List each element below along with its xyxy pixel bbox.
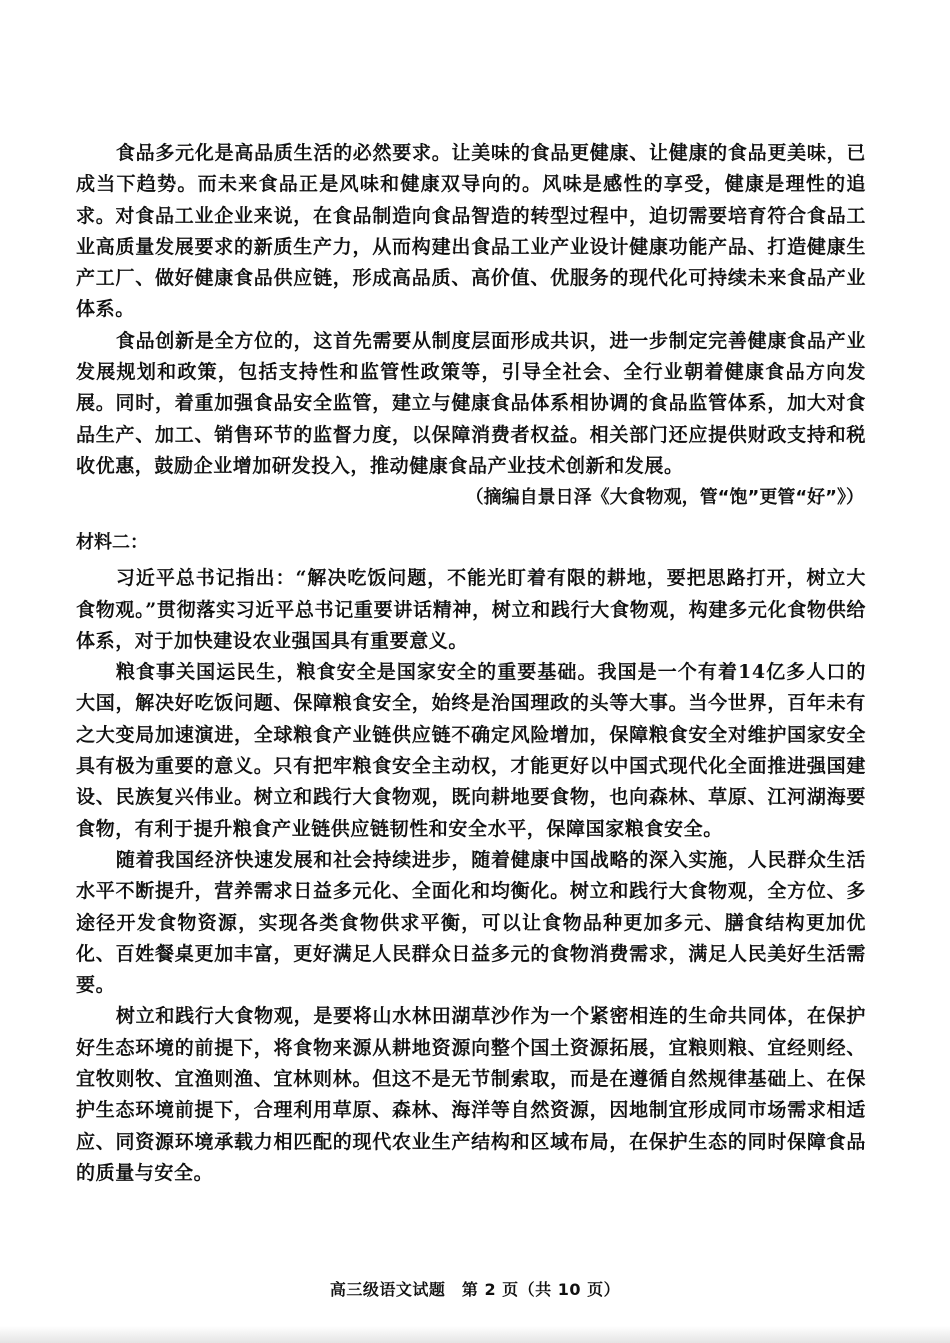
material-two-heading: 材料二：	[76, 532, 148, 554]
paragraph-food-diversification: 食品多元化是高品质生活的必然要求。让美味的食品更健康、让健康的食品更美味，已成当下趋势。而未来食品正是风味和健康双导向的。风味是感性的享受，健康是理性的追求。对食品工业企业来说，在食品制造向食品智造的转型过程中，迫切需要培育符合食品工业高质量发展要求的新质生产力，从而构建出食品工业产业设计健康功能产品、打造健康生产工厂、做好健康食品供应链，形成高品质、高价值、优服务的现代化可持续未来食品产业体系。	[76, 142, 866, 321]
paragraph-ecology: 树立和践行大食物观，是要将山水林田湖草沙作为一个紧密相连的生命共同体，在保护好生态环境的前提下，将食物来源从耕地资源向整个国土资源拓展，宜粮则粮、宜经则经、宜牧则牧、宜渔则渔、宜林则林。但这不是无节制索取，而是在遵循自然规律基础上、在保护生态环境前提下，合理利用草原、森林、海洋等自然资源，因地制宜形成同市场需求相适应、同资源环境承载力相匹配的现代农业生产结构和区域布局，在保护生态的同时保障食品的质量与安全。	[76, 1005, 866, 1184]
paragraph-nutrition-needs: 随着我国经济快速发展和社会持续进步，随着健康中国战略的深入实施，人民群众生活水平不断提升，营养需求日益多元化、全面化和均衡化。树立和践行大食物观，全方位、多途径开发食物资源，实现各类食物供求平衡，可以让食物品种更加多元、膳食结构更加优化、百姓餐桌更加丰富，更好满足人民群众日益多元的食物消费需求，满足人民美好生活需要。	[76, 848, 866, 997]
paragraph-food-innovation: 食品创新是全方位的，这首先需要从制度层面形成共识，进一步制定完善健康食品产业发展规划和政策，包括支持性和监管性政策等，引导全社会、全行业朝着健康食品方向发展。同时，着重加强食品安全监管，建立与健康食品体系相协调的食品监管体系，加大对食品生产、加工、销售环节的监督力度，以保障消费者权益。相关部门还应提供财政支持和税收优惠，鼓励企业增加研发投入，推动健康食品产业技术创新和发展。	[76, 329, 866, 477]
paragraph-food-security: 粮食事关国运民生，粮食安全是国家安全的重要基础。我国是一个有着14亿多人口的大国，解决好吃饭问题、保障粮食安全，始终是治国理政的头等大事。当今世界，百年未有之大变局加速演进，全球粮食产业链供应链不确定风险增加，保障粮食安全对维护国家安全具有极为重要的意义。只有把牢粮食安全主动权，才能更好以中国式现代化全面推进强国建设、民族复兴伟业。树立和践行大食物观，既向耕地要食物，也向森林、草原、江河湖海要食物，有利于提升粮食产业链供应链韧性和安全水平，保障国家粮食安全。	[76, 661, 866, 840]
scan-bottom-edge	[0, 1326, 950, 1343]
page-content	[76, 138, 866, 1189]
page-footer: 高三级语文试题 第 2 页（共 10 页）	[329, 1280, 621, 1299]
source-citation-material-one: （摘编自景日泽《大食物观，管“饱”更管“好”》）	[465, 487, 864, 509]
paragraph-xi-quote: 习近平总书记指出：“解决吃饭问题，不能光盯着有限的耕地，要把思路打开，树立大食物观。”贯彻落实习近平总书记重要讲话精神，树立和践行大食物观，构建多元化食物供给体系，对于加快建设农业强国具有重要意义。	[76, 567, 866, 652]
